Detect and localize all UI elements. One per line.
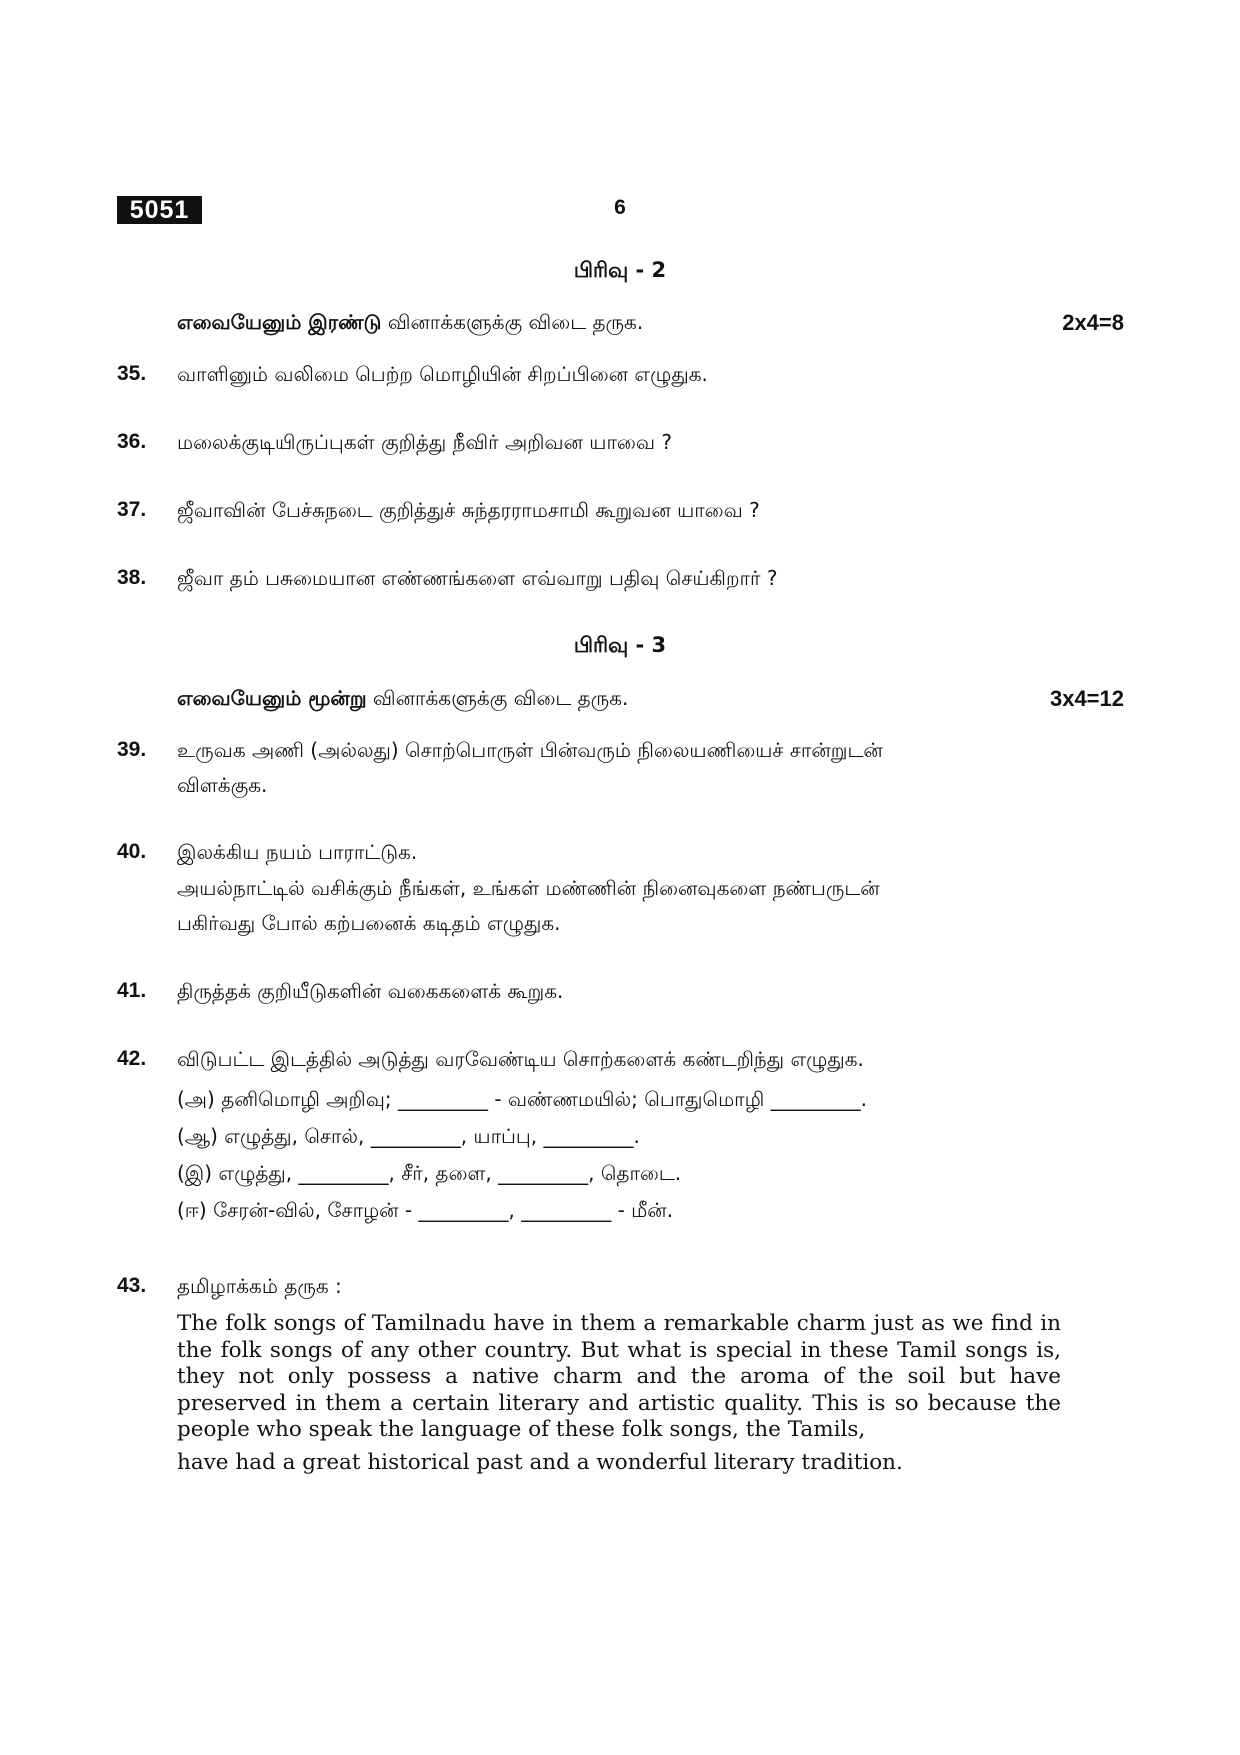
section-3-instruction-rest: வினாக்களுக்கு விடை தருக. bbox=[366, 686, 629, 710]
question-37-number: 37. bbox=[117, 498, 147, 521]
question-42-item-a: (அ) தனிமொழி அறிவு; _________ - வண்ணமயில்; பொதுமொழி _________. bbox=[177, 1087, 868, 1111]
paper-code-badge: 5051 bbox=[117, 196, 202, 224]
question-38-number: 38. bbox=[117, 566, 147, 589]
question-35-text: வாளினும் வலிமை பெற்ற மொழியின் சிறப்பினை எழுதுக. bbox=[177, 362, 708, 386]
section-2-instruction-rest: வினாக்களுக்கு விடை தருக. bbox=[381, 310, 644, 334]
question-40-line-2: அயல்நாட்டில் வசிக்கும் நீங்கள், உங்கள் மண்ணின் நினைவுகளை நண்பருடன் bbox=[177, 876, 880, 900]
question-43-text: தமிழாக்கம் தருக : bbox=[177, 1274, 342, 1298]
question-40-number: 40. bbox=[117, 840, 147, 863]
question-42-item-aa: (ஆ) எழுத்து, சொல், _________, யாப்பு, _________. bbox=[177, 1124, 640, 1148]
question-40-line-3: பகிர்வது போல் கற்பனைக் கடிதம் எழுதுக. bbox=[177, 911, 561, 935]
question-36-text: மலைக்குடியிருப்புகள் குறித்து நீவிர் அறிவன யாவை ? bbox=[177, 430, 672, 454]
question-39-number: 39. bbox=[117, 738, 147, 761]
section-3-instruction-bold: எவையேனும் மூன்று bbox=[177, 686, 367, 710]
page-number: 6 bbox=[614, 196, 626, 219]
question-41-text: திருத்தக் குறியீடுகளின் வகைகளைக் கூறுக. bbox=[177, 979, 564, 1003]
translation-passage-last-line: have had a great historical past and a wonderful literary tradition. bbox=[177, 1449, 903, 1475]
section-2-instruction-bold: எவையேனும் இரண்டு bbox=[177, 310, 382, 334]
section-2-marks: 2x4=8 bbox=[1062, 310, 1124, 335]
question-42-item-ee: (ஈ) சேரன்-வில், சோழன் - _________, _________ - மீன். bbox=[177, 1198, 674, 1222]
section-3-title: பிரிவு - 3 bbox=[573, 633, 667, 657]
section-2-instruction bbox=[177, 310, 643, 337]
question-37-text: ஜீவாவின் பேச்சுநடை குறித்துச் சுந்தரராமசாமி கூறுவன யாவை ? bbox=[177, 498, 760, 522]
translation-passage bbox=[177, 1311, 1061, 1476]
section-2-title: பிரிவு - 2 bbox=[573, 258, 667, 282]
question-35-number: 35. bbox=[117, 362, 147, 385]
question-40-line-1: இலக்கிய நயம் பாராட்டுக. bbox=[177, 840, 418, 864]
section-3-instruction bbox=[177, 686, 628, 713]
translation-passage-main: The folk songs of Tamilnadu have in them a remarkable charm just as we find in the folk songs of any other country. But what is special in these Tamil songs is, they not only possess a native charm and the aroma of the soil but have preserved in them a certain literary and artistic quality. This is so because the people who speak the language of these folk songs, the Tamils, bbox=[177, 1311, 1061, 1442]
question-42-number: 42. bbox=[117, 1047, 147, 1070]
question-42-item-i: (இ) எழுத்து, _________, சீர், தளை, _________, தொடை. bbox=[177, 1161, 682, 1185]
question-42-text: விடுபட்ட இடத்தில் அடுத்து வரவேண்டிய சொற்களைக் கண்டறிந்து எழுதுக. bbox=[177, 1047, 864, 1071]
section-3-marks: 3x4=12 bbox=[1049, 686, 1124, 711]
question-36-number: 36. bbox=[117, 430, 147, 453]
question-43-number: 43. bbox=[117, 1274, 147, 1297]
question-39-line-1: உருவக அணி (அல்லது) சொற்பொருள் பின்வரும் நிலையணியைச் சான்றுடன் bbox=[177, 738, 883, 762]
question-41-number: 41. bbox=[117, 979, 147, 1002]
question-38-text: ஜீவா தம் பசுமையான எண்ணங்களை எவ்வாறு பதிவு செய்கிறார் ? bbox=[177, 566, 778, 590]
question-39-line-2: விளக்குக. bbox=[177, 773, 268, 797]
